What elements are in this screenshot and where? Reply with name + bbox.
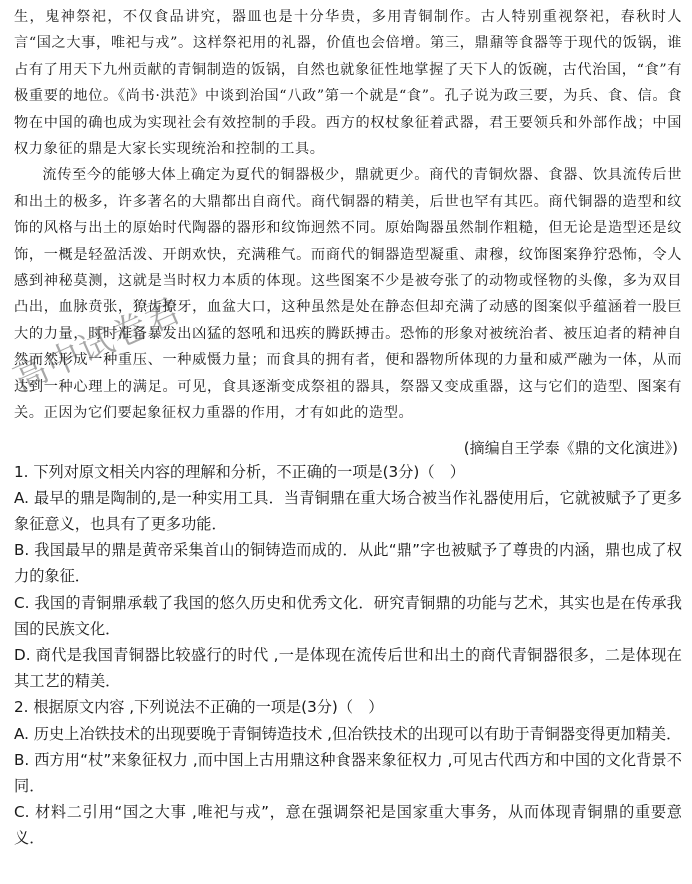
document-page — [14, 4, 682, 852]
passage-source: (摘编自王学泰《鼎的文化演进》) — [463, 438, 678, 457]
question-option: A. 最早的鼎是陶制的,是一种实用工具．当青铜鼎在重大场合被当作礼器使用后，它就被赋予了更多象征意义，也具有了更多功能． — [14, 488, 682, 533]
question-option: D. 商代是我国青铜器比较盛行的时代 ,一是体现在流传后世和出土的商代青铜器很多，二是体现在其工艺的精美． — [14, 645, 682, 691]
passage-paragraph: 流传至今的能够大体上确定为夏代的铜器极少，鼎就更少。商代的青铜炊器、食器、饮具流传后世和出土的极多，许多著名的大鼎都出自商代。商代铜器的精美，后世也罕有其匹。商代铜器的造型和纹饰的风格与出土的原始时代陶器的器形和纹饰迥然不同。原始陶器虽然制作粗糙，但无论是造型还是纹饰，一概是轻盈活泼、开朗欢快，充满稚气。而商代的铜器造型凝重、肃穆，纹饰图案狰狞恐怖，令人感到神秘莫测，这就是当时权力本质的体现。这些图案不少是被夸张了的动物或怪物的头像，多为双目凸出，血脉贲张，獠齿撩牙，血盆大口，这种虽然是处在静态但却充满了动感的图案似乎蕴涵着一股巨大的力量，时时准备暴发出凶猛的怒吼和迅疾的腾跃搏击。恐怖的形象对被统治者、被压迫者的精神自然而然形成一种重压、一种威慑力量；而食具的拥有者，便和器物所体现的力量和威严融为一体，从而达到一种心理上的满足。可见，食具逐渐变成祭祖的器具，祭器又变成重器，这与它们的造型、图案有关。正因为它们要起象征权力重器的作用，才有如此的造型。 — [14, 167, 682, 422]
question-stem: 1. 下列对原文相关内容的理解和分析，不正确的一项是(3分)（ ） — [14, 462, 465, 481]
question-option: C. 我国的青铜鼎承载了我国的悠久历史和优秀文化．研究青铜鼎的功能与艺术，其实也是在传承我国的民族文化． — [14, 593, 682, 638]
question-stem: 2. 根据原文内容 ,下列说法不正确的一项是(3分)（ ） — [14, 698, 384, 717]
passage-paragraph: 生，鬼神祭祀，不仅食品讲究，器皿也是十分华贵，多用青铜制作。古人特别重视祭祀，春秋时人言“国之大事，唯祀与戎”。这样祭祀用的礼器，价值也会倍增。第三，鼎鼐等食器等于现代的饭锅，谁占有了用天下九州贡献的青铜制造的饭锅，自然也就象征性地掌握了天下人的饭碗，古代治国，“食”有极重要的地位。《尚书·洪范》中谈到治国“八政”第一个就是“食”。孔子说为政三要，为兵、食、信。食物在中国的确也成为实现社会有效控制的手段。西方的权杖象征着武器，君王要领兵和外部作战；中国权力象征的鼎是大家长实现统治和控制的工具。 — [14, 9, 682, 158]
watermark: 高中试卷君 — [7, 290, 188, 400]
question-option: A. 历史上冶铁技术的出现要晚于青铜铸造技术 ,但冶铁技术的出现可以有助于青铜器变得更加精美． — [14, 724, 682, 743]
question-option: B. 我国最早的鼎是黄帝采集首山的铜铸造而成的．从此“鼎”字也被赋予了尊贵的内涵，鼎也成了权力的象征． — [14, 541, 682, 586]
reading-passage — [14, 4, 682, 427]
question-option: C. 材料二引用“国之大事 ,唯祀与戎”，意在强调祭祀是国家重大事务，从而体现青铜鼎的重要意义． — [14, 803, 682, 848]
question-list — [14, 459, 682, 852]
question-option: B. 西方用“杖”来象征权力 ,而中国上古用鼎这种食器来象征权力 ,可见古代西方和中国的文化背景不同． — [14, 750, 682, 795]
